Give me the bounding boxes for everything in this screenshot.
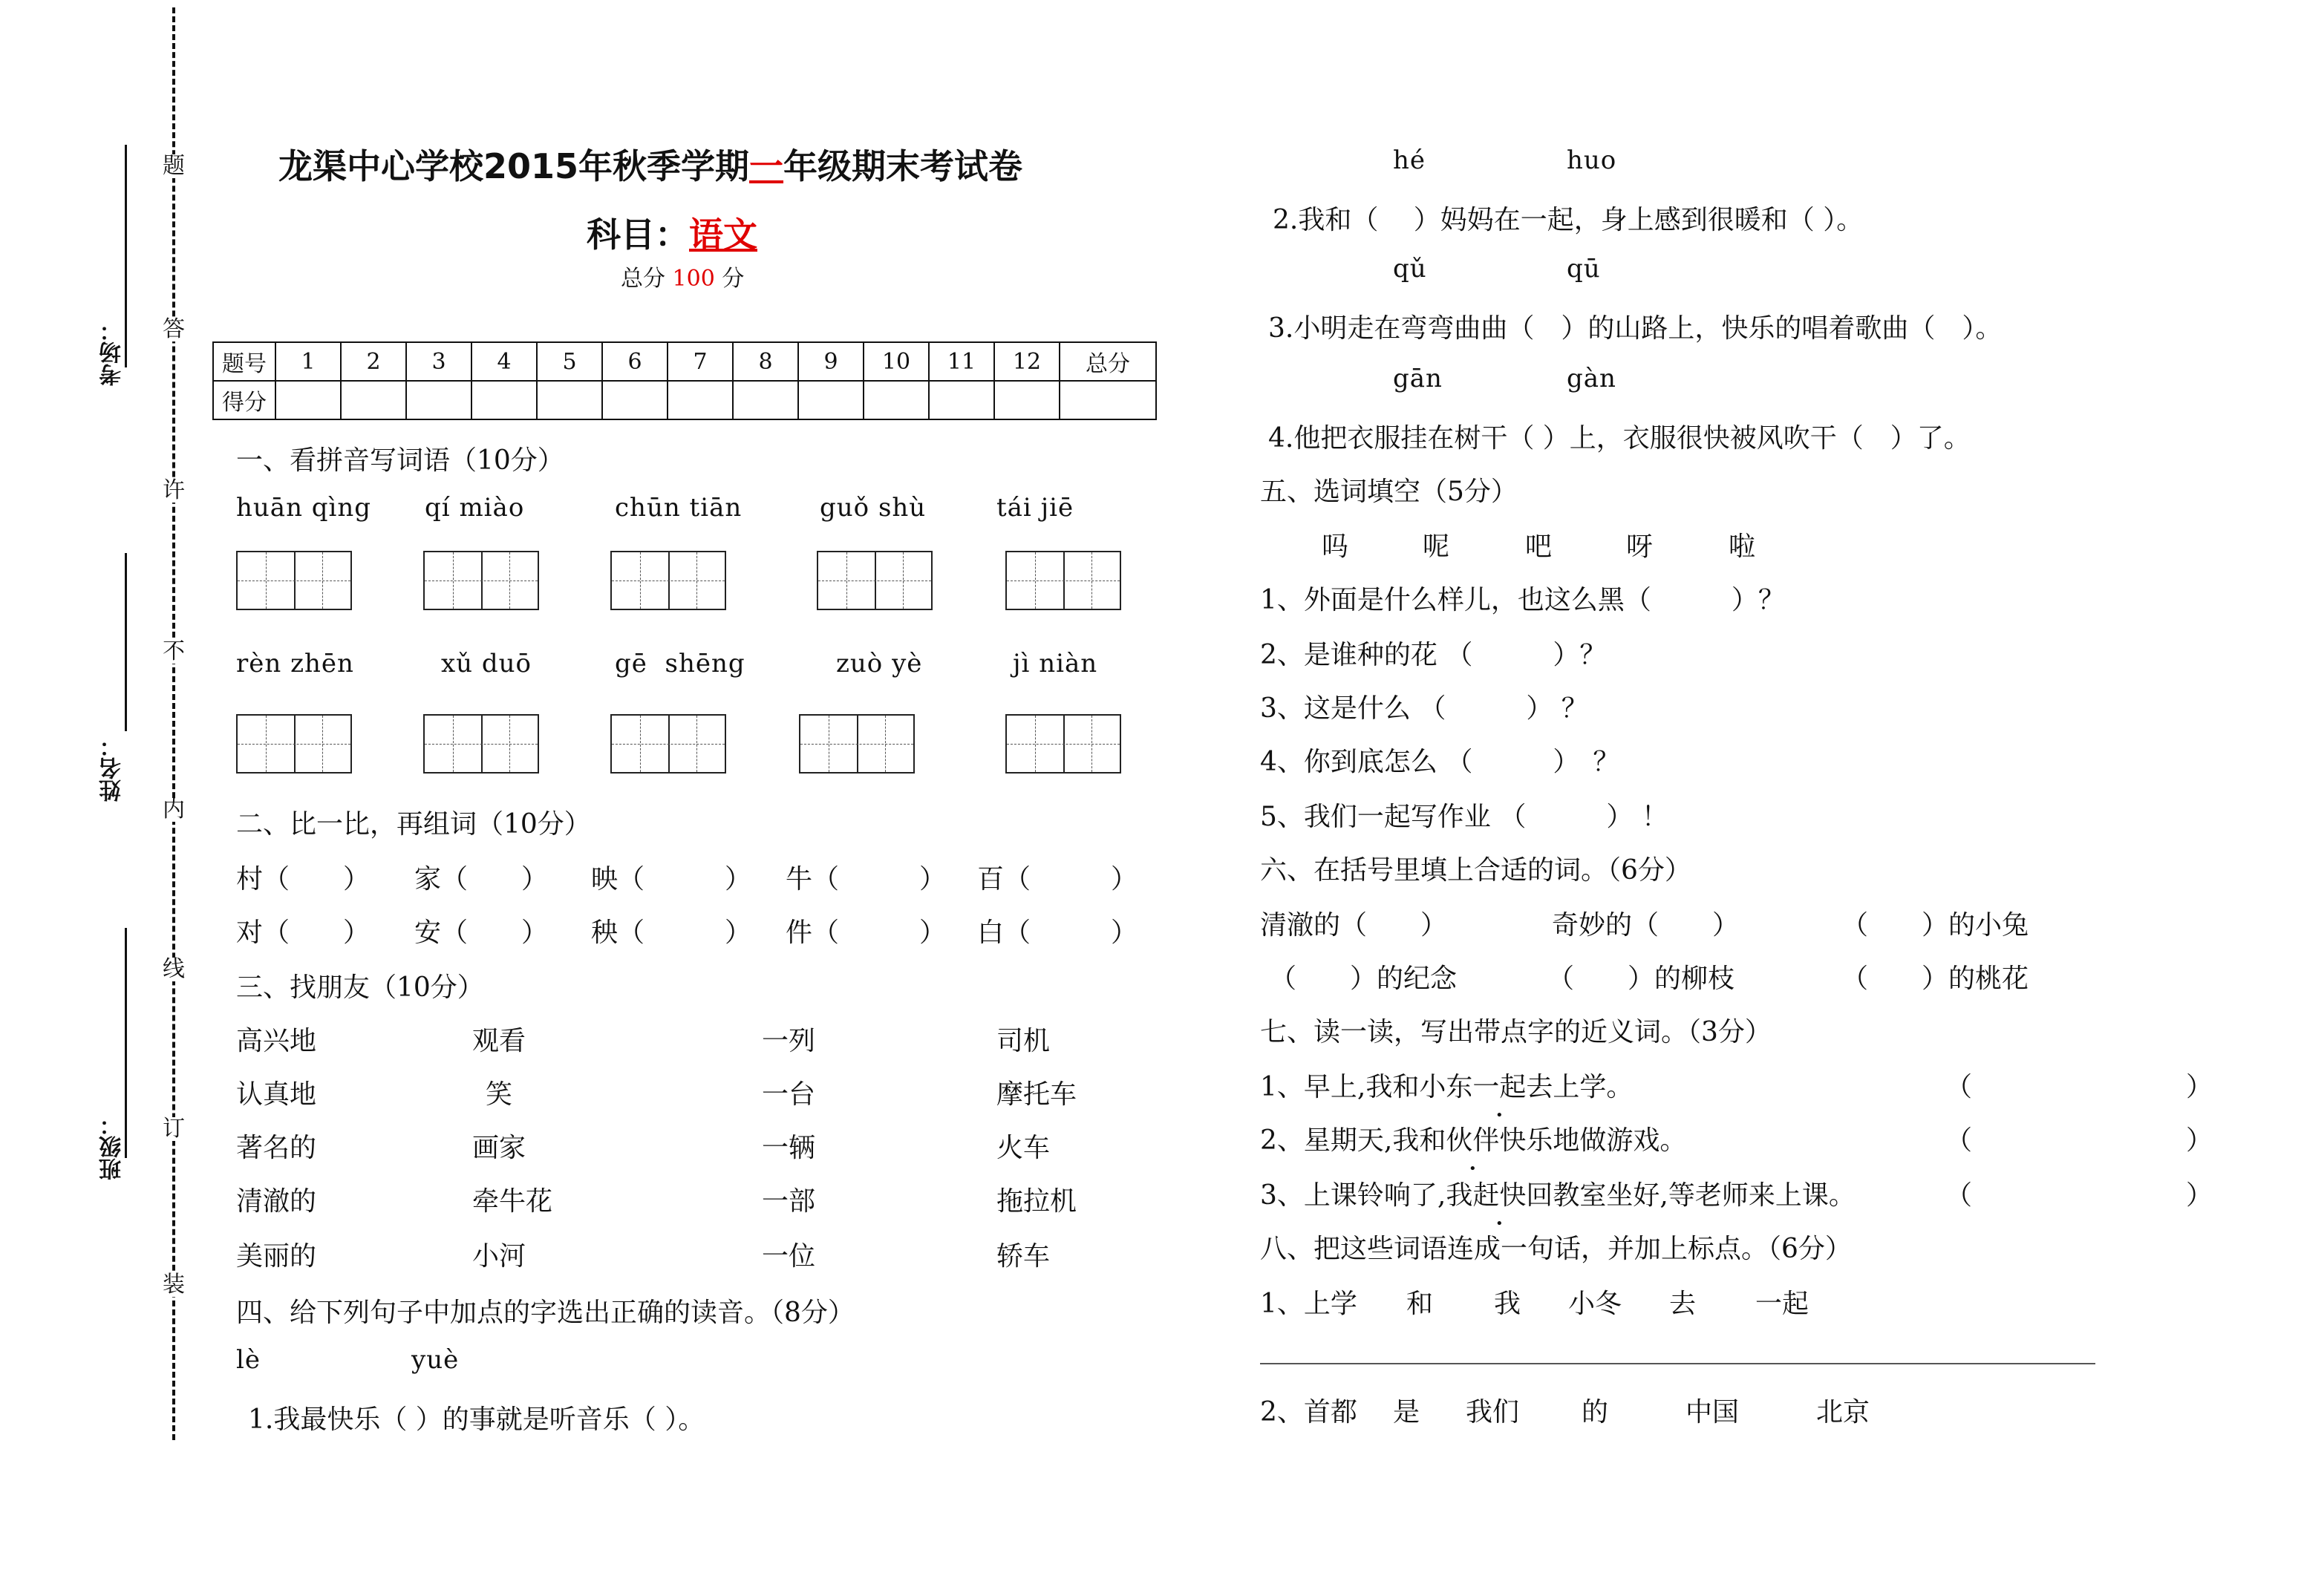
subject-value: 语文 — [689, 215, 757, 255]
table-cell: 1 — [275, 342, 341, 381]
pinyin: yuè — [411, 1345, 460, 1375]
score-cell[interactable] — [798, 381, 864, 419]
pinyin: guǒ shù — [820, 493, 927, 523]
answer-parentheses[interactable]: （ ） — [1945, 1125, 2213, 1156]
gutter-char: 线 — [163, 956, 185, 982]
score-cell[interactable] — [537, 381, 602, 419]
pinyin: hé — [1393, 145, 1426, 175]
pinyin: lè — [236, 1345, 261, 1375]
word: 小冬 — [1568, 1289, 1622, 1319]
question-text — [1260, 1174, 1856, 1212]
total-unit: 分 — [722, 266, 745, 292]
subject-label: 科目： — [587, 215, 689, 255]
score-cell[interactable] — [1060, 381, 1156, 419]
question-text — [1260, 1119, 1686, 1157]
score-cell[interactable] — [929, 381, 994, 419]
pinyin: gàn — [1567, 364, 1616, 393]
compare-item: 对（ ） — [236, 918, 371, 948]
table-cell: 11 — [929, 342, 994, 381]
compare-item: 白（ ） — [977, 918, 1138, 948]
question-text: 2、是谁种的花 （ ）？ — [1260, 640, 1607, 670]
gutter-char: 装 — [163, 1272, 185, 1298]
score-cell[interactable] — [668, 381, 733, 419]
pinyin: chūn tiān — [615, 493, 743, 523]
match-word: 画家 — [472, 1133, 526, 1163]
section-heading: 二、比一比，再组词（10分） — [236, 809, 591, 840]
match-word: 观看 — [472, 1026, 526, 1056]
question-text: 5、我们一起写作业 （ ） ！ — [1260, 802, 1668, 832]
pinyin: huo — [1567, 145, 1617, 175]
word: 去 — [1669, 1289, 1697, 1319]
question-text: 1.我最快乐（ ）的事就是听音乐（ ）。 — [248, 1404, 705, 1435]
pinyin: xǔ duō — [441, 649, 532, 678]
pinyin: zuò yè — [836, 649, 923, 678]
word-option: 啦 — [1729, 532, 1756, 562]
match-word: 美丽的 — [236, 1241, 317, 1272]
tianzige-box[interactable] — [1005, 551, 1121, 610]
compare-item: 秧（ ） — [591, 918, 752, 948]
text-segment: 快乐地做游戏。 — [1499, 1125, 1687, 1156]
gutter-char: 订 — [163, 1116, 185, 1142]
total-score-line — [621, 260, 744, 292]
text-segment: 去上学。 — [1526, 1072, 1634, 1102]
binding-dashed-line — [172, 7, 175, 1440]
section-heading: 八、把这些词语连成一句话，并加上标点。（6分） — [1260, 1234, 1852, 1264]
match-word: 一位 — [762, 1241, 816, 1272]
score-cell[interactable] — [864, 381, 929, 419]
table-cell: 10 — [864, 342, 929, 381]
tianzige-box[interactable] — [236, 551, 352, 610]
word: 中国 — [1685, 1397, 1740, 1427]
compare-item: 村（ ） — [236, 864, 371, 895]
word: 2、首都 — [1260, 1397, 1357, 1427]
total-label: 总分 — [621, 266, 665, 292]
text-segment: 1、早上,我和小东 — [1260, 1072, 1473, 1102]
answer-parentheses[interactable]: （ ） — [1945, 1072, 2213, 1102]
gutter-char: 答 — [163, 316, 185, 342]
title-suffix: 年级期末考试卷 — [783, 146, 1023, 186]
score-cell[interactable] — [406, 381, 471, 419]
gutter-char: 内 — [163, 797, 185, 822]
word-option: 呀 — [1626, 532, 1654, 562]
pinyin: huān qìng — [236, 493, 372, 523]
compare-item: 件（ ） — [786, 918, 947, 948]
question-text: 4、你到底怎么 （ ） ？ — [1260, 747, 1620, 777]
question-text: 1、外面是什么样儿，也这么黑（ ）？ — [1260, 585, 1785, 615]
question-text: 2.我和（ ）妈妈在一起，身上感到很暖和（ ）。 — [1273, 205, 1864, 235]
score-cell[interactable] — [733, 381, 798, 419]
match-word: 清澈的 — [236, 1186, 317, 1217]
gutter-char: 不 — [163, 638, 185, 664]
page-title — [278, 140, 1022, 189]
word: 1、上学 — [1260, 1289, 1357, 1319]
match-word: 轿车 — [996, 1241, 1051, 1272]
fill-item: 奇妙的（ ） — [1552, 910, 1740, 941]
match-word: 司机 — [996, 1026, 1051, 1056]
match-word: 一列 — [762, 1026, 816, 1056]
text-segment: 回教室坐好,等老师来上课。 — [1526, 1180, 1856, 1211]
score-cell[interactable] — [471, 381, 537, 419]
match-word: 笑 — [486, 1079, 513, 1110]
gutter-char: 许 — [163, 477, 185, 503]
word: 一起 — [1755, 1289, 1809, 1319]
question-text: 3、这是什么 （ ） ？ — [1260, 693, 1588, 724]
match-word: 一部 — [762, 1186, 816, 1217]
section-heading: 一、看拼音写词语（10分） — [236, 445, 564, 476]
word: 是 — [1393, 1397, 1420, 1427]
match-word: 小河 — [472, 1241, 526, 1272]
total-value: 100 — [672, 266, 715, 292]
compare-item: 百（ ） — [977, 864, 1138, 895]
question-text — [1260, 1066, 1633, 1104]
score-table-score-row — [213, 381, 1156, 419]
tianzige-box[interactable] — [236, 714, 352, 774]
pinyin: qū — [1567, 254, 1601, 284]
section-heading: 六、在括号里填上合适的词。（6分） — [1260, 855, 1691, 886]
title-grade: 一 — [749, 146, 784, 186]
name-label: 姓名： — [99, 735, 125, 802]
table-cell: 总分 — [1060, 342, 1156, 381]
fill-item: （ ）的小兔 — [1841, 910, 2029, 941]
word: 北京 — [1816, 1397, 1870, 1427]
text-segment: 2、星期天,我和 — [1260, 1125, 1446, 1156]
name-line — [125, 553, 127, 731]
table-cell: 8 — [733, 342, 798, 381]
answer-line[interactable] — [1260, 1363, 2095, 1364]
section-heading: 三、找朋友（10分） — [236, 972, 484, 1003]
word: 和 — [1406, 1289, 1434, 1319]
title-prefix: 龙渠中心学校2015年秋季学期 — [278, 146, 750, 186]
word: 的 — [1582, 1397, 1609, 1427]
match-word: 著名的 — [236, 1133, 317, 1163]
match-word: 认真地 — [236, 1079, 317, 1110]
match-word: 摩托车 — [996, 1079, 1077, 1110]
dotted-word: 伙伴 — [1446, 1125, 1500, 1156]
dotted-word: 一起 — [1472, 1072, 1527, 1102]
table-cell: 5 — [537, 342, 602, 381]
pinyin: qǔ — [1393, 254, 1427, 284]
tianzige-box[interactable] — [610, 714, 726, 774]
score-table — [212, 341, 1157, 420]
match-word: 火车 — [996, 1133, 1051, 1163]
tianzige-box[interactable] — [423, 551, 539, 610]
pinyin: tái jiē — [996, 493, 1074, 523]
score-cell[interactable] — [602, 381, 668, 419]
gutter-char: 题 — [163, 153, 185, 179]
subject-line — [587, 208, 757, 257]
section-heading: 五、选词填空（5分） — [1260, 477, 1518, 507]
section-heading: 七、读一读，写出带点字的近义词。（3分） — [1260, 1017, 1772, 1047]
score-table-header-row — [213, 342, 1156, 381]
table-cell: 得分 — [213, 381, 275, 419]
tianzige-box[interactable] — [423, 714, 539, 774]
table-cell: 3 — [406, 342, 471, 381]
pinyin: rèn zhēn — [236, 649, 354, 678]
compare-item: 牛（ ） — [786, 864, 947, 895]
pinyin: jì niàn — [1013, 649, 1098, 678]
match-word: 牵牛花 — [472, 1186, 553, 1217]
fill-item: 清澈的（ ） — [1260, 910, 1448, 941]
tianzige-box[interactable] — [799, 714, 915, 774]
fill-item: （ ）的纪念 — [1270, 964, 1458, 994]
word-option: 吗 — [1322, 532, 1349, 562]
match-word: 一台 — [762, 1079, 816, 1110]
score-cell[interactable] — [341, 381, 406, 419]
compare-item: 家（ ） — [414, 864, 549, 895]
section-heading: 四、给下列句子中加点的字选出正确的读音。（8分） — [236, 1298, 855, 1328]
tianzige-box[interactable] — [1005, 714, 1121, 774]
score-cell[interactable] — [275, 381, 341, 419]
question-text: 3.小明走在弯弯曲曲（ ）的山路上，快乐的唱着歌曲（ ）。 — [1268, 313, 2003, 344]
tianzige-box[interactable] — [610, 551, 726, 610]
exam-room-label: 考场： — [99, 319, 125, 386]
word: 我们 — [1466, 1397, 1520, 1427]
table-cell: 7 — [668, 342, 733, 381]
dotted-word: 赶快 — [1472, 1180, 1527, 1211]
class-label: 班级： — [99, 1113, 125, 1180]
pinyin: gē shēng — [615, 649, 745, 678]
answer-parentheses[interactable]: （ ） — [1945, 1180, 2213, 1211]
word-option: 呢 — [1423, 532, 1450, 562]
pinyin: qí miào — [425, 493, 525, 523]
table-cell: 6 — [602, 342, 668, 381]
score-cell[interactable] — [994, 381, 1060, 419]
table-cell: 9 — [798, 342, 864, 381]
pinyin: gān — [1393, 364, 1443, 393]
tianzige-box[interactable] — [817, 551, 933, 610]
table-cell: 12 — [994, 342, 1060, 381]
question-text: 4.他把衣服挂在树干（ ）上，衣服很快被风吹干（ ）了。 — [1268, 423, 1971, 454]
table-cell: 题号 — [213, 342, 275, 381]
fill-item: （ ）的柳枝 — [1547, 964, 1735, 994]
compare-item: 安（ ） — [414, 918, 549, 948]
match-word: 一辆 — [762, 1133, 816, 1163]
word: 我 — [1494, 1289, 1521, 1319]
table-cell: 4 — [471, 342, 537, 381]
match-word: 拖拉机 — [996, 1186, 1077, 1217]
word-option: 吧 — [1525, 532, 1553, 562]
table-cell: 2 — [341, 342, 406, 381]
fill-item: （ ）的桃花 — [1841, 964, 2029, 994]
compare-item: 映（ ） — [591, 864, 752, 895]
text-segment: 3、上课铃响了,我 — [1260, 1180, 1473, 1211]
match-word: 高兴地 — [236, 1026, 317, 1056]
